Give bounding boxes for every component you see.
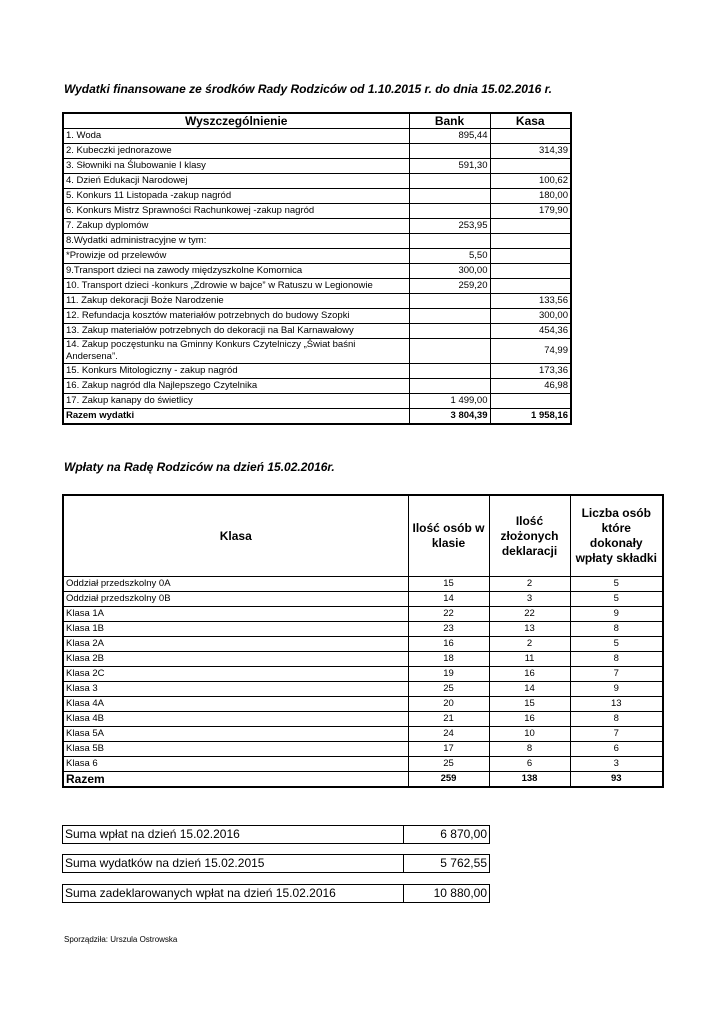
summary-payments <box>62 825 490 844</box>
expense-cash: 179,90 <box>490 204 571 219</box>
payment-class: Klasa 4B <box>63 712 408 727</box>
expense-cash <box>490 249 571 264</box>
expense-row <box>63 309 571 324</box>
expense-row <box>63 279 571 294</box>
expense-row <box>63 219 571 234</box>
payment-declarations: 10 <box>489 727 570 742</box>
payment-paid: 7 <box>570 727 663 742</box>
summary-declared <box>62 884 490 903</box>
expense-item: 9.Transport dzieci na zawody międzyszkolne Komornica <box>63 264 409 279</box>
expense-item: 13. Zakup materiałów potrzebnych do dekoracji na Bal Karnawałowy <box>63 324 409 339</box>
payment-declarations: 16 <box>489 712 570 727</box>
payment-class: Klasa 5B <box>63 742 408 757</box>
expense-item: 12. Refundacja kosztów materiałów potrzebnych do budowy Szopki <box>63 309 409 324</box>
payment-row <box>63 637 663 652</box>
payment-row <box>63 682 663 697</box>
expense-row <box>63 324 571 339</box>
expense-item: 11. Zakup dekoracji Boże Narodzenie <box>63 294 409 309</box>
payment-students: 25 <box>408 757 489 772</box>
payments-title: Wpłaty na Radę Rodziców na dzień 15.02.2016r. <box>64 460 335 474</box>
expense-item: 4. Dzień Edukacji Narodowej <box>63 174 409 189</box>
expense-cash: 314,39 <box>490 144 571 159</box>
expense-cash: 133,56 <box>490 294 571 309</box>
payment-class: Klasa 2B <box>63 652 408 667</box>
prepared-by: Sporządziła: Urszula Ostrowska <box>64 935 178 944</box>
expense-cash: 300,00 <box>490 309 571 324</box>
expense-bank <box>409 204 490 219</box>
payment-paid: 13 <box>570 697 663 712</box>
expense-row <box>63 144 571 159</box>
header-bank: Bank <box>409 113 490 129</box>
payment-paid: 7 <box>570 667 663 682</box>
summary-label: Suma wpłat na dzień 15.02.2016 <box>65 827 240 841</box>
expense-bank: 259,20 <box>409 279 490 294</box>
expense-row <box>63 174 571 189</box>
payment-row <box>63 577 663 592</box>
payment-students: 14 <box>408 592 489 607</box>
expense-row <box>63 159 571 174</box>
payment-paid: 9 <box>570 682 663 697</box>
expense-cash: 100,62 <box>490 174 571 189</box>
expense-total-label: Razem wydatki <box>63 409 409 425</box>
summary-expenses <box>62 854 490 873</box>
expense-row <box>63 204 571 219</box>
payment-declarations: 13 <box>489 622 570 637</box>
expense-item: 5. Konkurs 11 Listopada -zakup nagród <box>63 189 409 204</box>
summary-label: Suma wydatków na dzień 15.02.2015 <box>65 856 265 870</box>
header-item: Wyszczególnienie <box>63 113 409 129</box>
expense-bank <box>409 294 490 309</box>
header-klasa: Klasa <box>63 495 408 577</box>
expense-item: 17. Zakup kanapy do świetlicy <box>63 394 409 409</box>
expense-bank: 253,95 <box>409 219 490 234</box>
payment-declarations: 16 <box>489 667 570 682</box>
expense-bank: 895,44 <box>409 129 490 144</box>
expense-row <box>63 294 571 309</box>
expense-item: 2. Kubeczki jednorazowe <box>63 144 409 159</box>
summary-divider <box>403 855 404 872</box>
expense-total-cash: 1 958,16 <box>490 409 571 425</box>
expense-cash: 46,98 <box>490 379 571 394</box>
expense-item: 15. Konkurs Mitologiczny - zakup nagród <box>63 364 409 379</box>
expense-bank <box>409 339 490 364</box>
expense-bank <box>409 379 490 394</box>
expense-bank: 5,50 <box>409 249 490 264</box>
payment-paid: 3 <box>570 757 663 772</box>
expense-item: 3. Słowniki na Ślubowanie I klasy <box>63 159 409 174</box>
expense-row <box>63 379 571 394</box>
payment-paid: 6 <box>570 742 663 757</box>
expense-item: 1. Woda <box>63 129 409 144</box>
payment-students: 16 <box>408 637 489 652</box>
expense-cash: 180,00 <box>490 189 571 204</box>
expense-bank <box>409 144 490 159</box>
payment-declarations: 2 <box>489 577 570 592</box>
expense-bank <box>409 174 490 189</box>
expense-bank: 1 499,00 <box>409 394 490 409</box>
payment-total-students: 259 <box>408 772 489 788</box>
expense-bank: 591,30 <box>409 159 490 174</box>
payment-row <box>63 667 663 682</box>
payment-declarations: 14 <box>489 682 570 697</box>
expense-bank <box>409 189 490 204</box>
expense-row <box>63 394 571 409</box>
payment-paid: 8 <box>570 622 663 637</box>
payment-declarations: 6 <box>489 757 570 772</box>
expense-cash: 173,36 <box>490 364 571 379</box>
payment-students: 24 <box>408 727 489 742</box>
expense-row <box>63 264 571 279</box>
expense-cash <box>490 264 571 279</box>
summary-label: Suma zadeklarowanych wpłat na dzień 15.02.2016 <box>65 886 336 900</box>
payment-row <box>63 622 663 637</box>
payment-class: Klasa 5A <box>63 727 408 742</box>
expense-item: 10. Transport dzieci -konkurs „Zdrowie w bajce” w Ratuszu w Legionowie <box>63 279 409 294</box>
payment-class: Klasa 1A <box>63 607 408 622</box>
payment-declarations: 2 <box>489 637 570 652</box>
header-declarations: Ilość złożonych deklaracji <box>489 495 570 577</box>
payment-students: 23 <box>408 622 489 637</box>
payment-students: 17 <box>408 742 489 757</box>
expense-total-row <box>63 409 571 425</box>
payment-class: Klasa 3 <box>63 682 408 697</box>
payments-table <box>62 494 664 788</box>
payment-declarations: 11 <box>489 652 570 667</box>
payment-row <box>63 607 663 622</box>
expense-bank: 300,00 <box>409 264 490 279</box>
expense-cash <box>490 129 571 144</box>
summary-divider <box>403 885 404 902</box>
header-cash: Kasa <box>490 113 571 129</box>
expense-cash: 74,99 <box>490 339 571 364</box>
payment-class: Oddział przedszkolny 0B <box>63 592 408 607</box>
expense-item: 16. Zakup nagród dla Najlepszego Czytelnika <box>63 379 409 394</box>
payment-class: Klasa 2C <box>63 667 408 682</box>
payment-class: Klasa 1B <box>63 622 408 637</box>
payment-paid: 5 <box>570 637 663 652</box>
payment-row <box>63 712 663 727</box>
expense-total-bank: 3 804,39 <box>409 409 490 425</box>
expenses-title: Wydatki finansowane ze środków Rady Rodziców od 1.10.2015 r. do dnia 15.02.2016 r. <box>64 82 552 96</box>
expense-cash: 454,36 <box>490 324 571 339</box>
expense-bank <box>409 364 490 379</box>
payment-students: 22 <box>408 607 489 622</box>
expense-bank <box>409 234 490 249</box>
expenses-table <box>62 112 572 425</box>
payments-header-row <box>63 495 663 577</box>
payment-students: 20 <box>408 697 489 712</box>
expense-item: 8.Wydatki administracyjne w tym: <box>63 234 409 249</box>
payment-row <box>63 592 663 607</box>
payment-paid: 5 <box>570 577 663 592</box>
expense-cash <box>490 219 571 234</box>
header-paid: Liczba osób które dokonały wpłaty składki <box>570 495 663 577</box>
summary-divider <box>403 826 404 843</box>
payment-class: Klasa 4A <box>63 697 408 712</box>
payment-row <box>63 727 663 742</box>
expense-row <box>63 189 571 204</box>
payment-declarations: 3 <box>489 592 570 607</box>
payment-students: 19 <box>408 667 489 682</box>
payment-paid: 5 <box>570 592 663 607</box>
payment-paid: 9 <box>570 607 663 622</box>
expense-item: 6. Konkurs Mistrz Sprawności Rachunkowej -zakup nagród <box>63 204 409 219</box>
summary-value: 10 880,00 <box>433 886 487 900</box>
summary-value: 5 762,55 <box>440 856 487 870</box>
expense-item: *Prowizje od przelewów <box>63 249 409 264</box>
payment-declarations: 15 <box>489 697 570 712</box>
payment-row <box>63 742 663 757</box>
payment-class: Oddział przedszkolny 0A <box>63 577 408 592</box>
expense-item: 14. Zakup poczęstunku na Gminny Konkurs Czytelniczy „Świat baśni Andersena”. <box>63 339 409 364</box>
expense-bank <box>409 309 490 324</box>
payment-students: 21 <box>408 712 489 727</box>
expense-row <box>63 339 571 364</box>
payment-students: 15 <box>408 577 489 592</box>
summary-value: 6 870,00 <box>440 827 487 841</box>
payment-row <box>63 697 663 712</box>
expense-row <box>63 234 571 249</box>
payment-total-label: Razem <box>63 772 408 788</box>
expense-row <box>63 249 571 264</box>
expense-cash <box>490 394 571 409</box>
payment-declarations: 8 <box>489 742 570 757</box>
payment-paid: 8 <box>570 712 663 727</box>
expense-item: 7. Zakup dyplomów <box>63 219 409 234</box>
expense-row <box>63 129 571 144</box>
payment-class: Klasa 6 <box>63 757 408 772</box>
payment-total-row <box>63 772 663 788</box>
header-students: Ilość osób w klasie <box>408 495 489 577</box>
payment-students: 25 <box>408 682 489 697</box>
payment-total-declarations: 138 <box>489 772 570 788</box>
expense-row <box>63 364 571 379</box>
expenses-header-row <box>63 113 571 129</box>
expense-cash <box>490 159 571 174</box>
payment-paid: 8 <box>570 652 663 667</box>
expense-bank <box>409 324 490 339</box>
payment-students: 18 <box>408 652 489 667</box>
expense-cash <box>490 234 571 249</box>
payment-declarations: 22 <box>489 607 570 622</box>
payment-total-paid: 93 <box>570 772 663 788</box>
payment-class: Klasa 2A <box>63 637 408 652</box>
payment-row <box>63 652 663 667</box>
expense-cash <box>490 279 571 294</box>
payment-row <box>63 757 663 772</box>
